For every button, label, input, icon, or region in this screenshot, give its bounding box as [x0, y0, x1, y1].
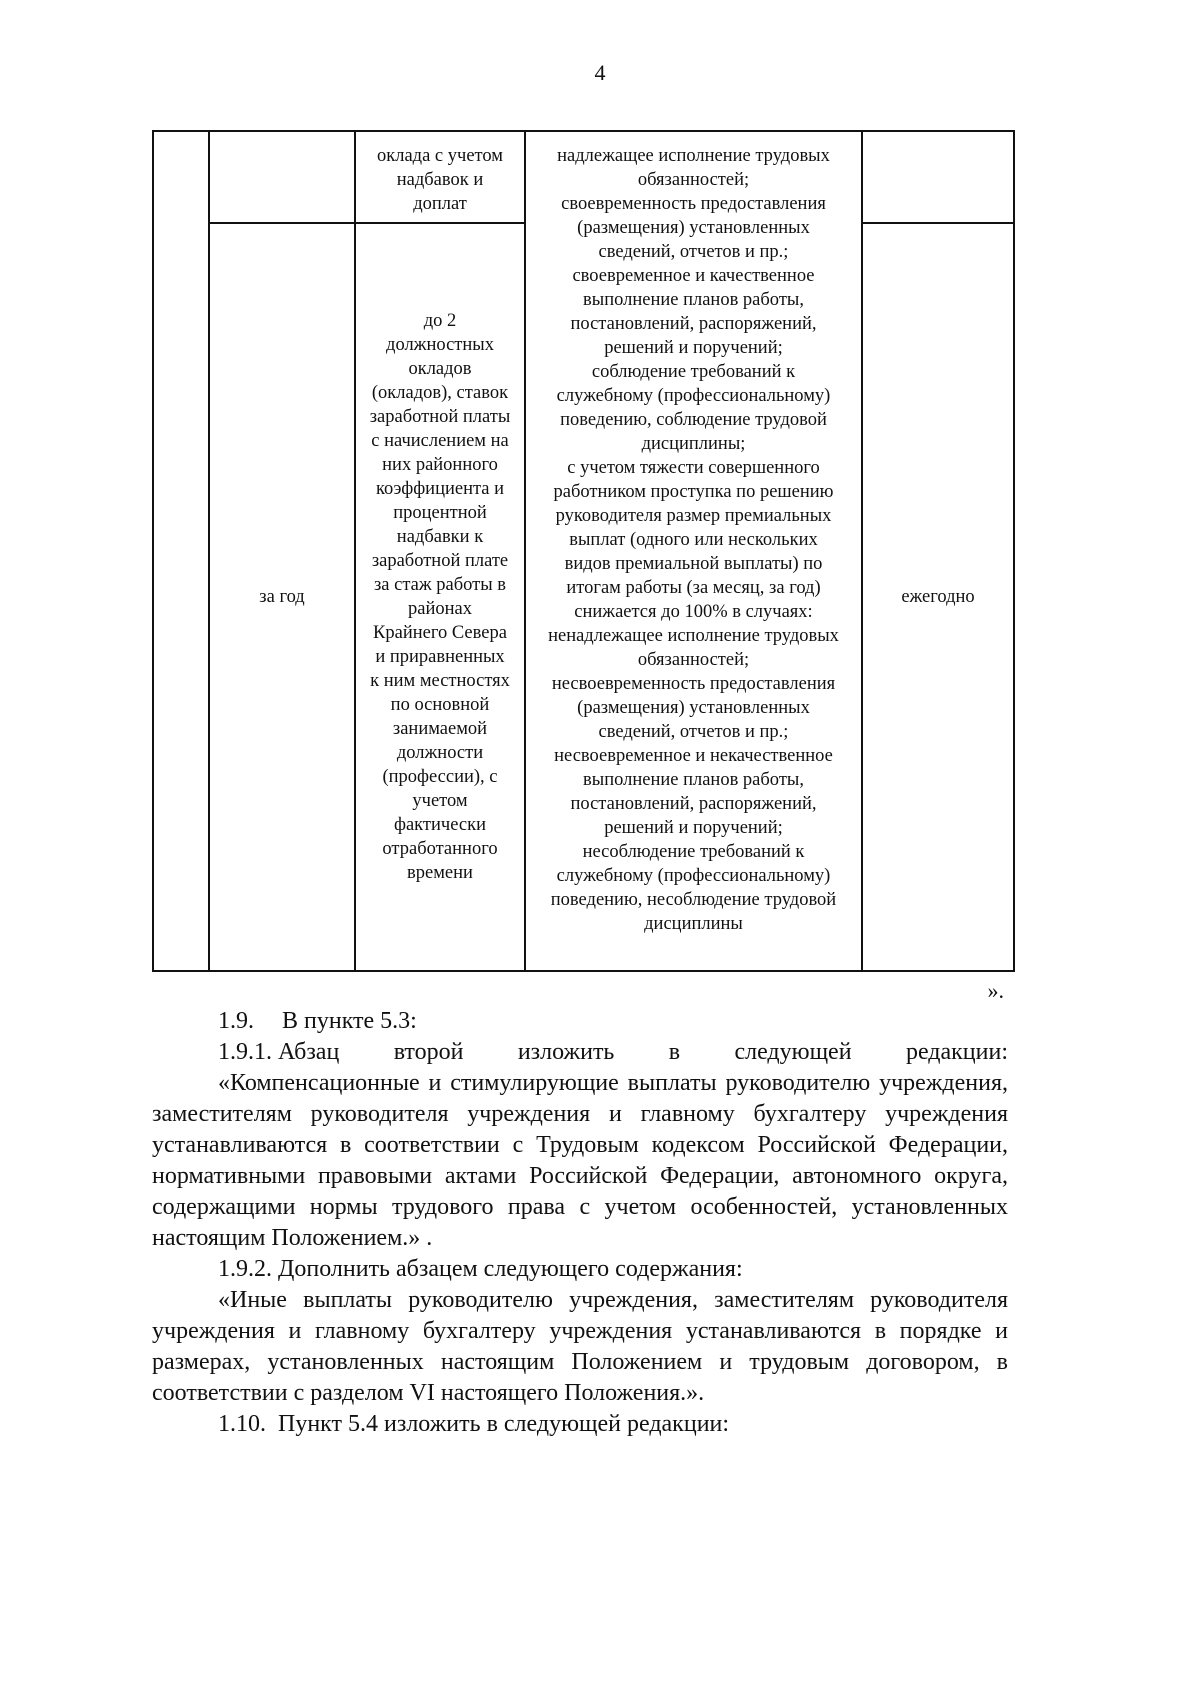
- cell-line: них районного: [382, 455, 498, 475]
- paragraph-word: следующей: [734, 1039, 852, 1065]
- cell-line: фактически: [393, 815, 486, 835]
- cell-line: по основной: [390, 695, 490, 715]
- cell-line: (размещения) установленных: [577, 698, 810, 718]
- cell-line: занимаемой: [392, 719, 488, 739]
- cell-line: обязанностей;: [637, 170, 750, 190]
- paragraph-word: в: [668, 1039, 681, 1065]
- document-body: [152, 1006, 1008, 1440]
- paragraph-word: изложить: [517, 1039, 615, 1065]
- cell-line: поведению, несоблюдение трудовой: [550, 890, 837, 910]
- table-cell-frequency: ежегодно: [862, 223, 1014, 971]
- table-cell-empty: [862, 131, 1014, 223]
- paragraph-quote-compensation: «Компенсационные и стимулирующие выплаты руководителю учреждения, заместителям руководителя учреждения и главному бухгалтеру учреждения устанавливаются в соответствии с Трудовым кодексом Российской Федерации, нормативными правовыми актами Российской Федерации, автономного округа, содержащими нормы трудового права с учетом особенностей, установленных настоящим Положением.» .: [152, 1070, 1008, 1251]
- paragraph-word: второй: [393, 1039, 464, 1065]
- cell-line: (размещения) установленных: [577, 218, 810, 238]
- cell-line: дисциплины;: [641, 434, 746, 454]
- cell-line: решений и поручений;: [604, 338, 783, 358]
- cell-line: времени: [407, 863, 473, 883]
- cell-line: с начислением на: [371, 431, 509, 451]
- cell-line: надбавок и: [396, 170, 484, 190]
- paragraph-text: Пункт 5.4 изложить в следующей редакции:: [278, 1411, 730, 1437]
- cell-line: соблюдение требований к: [591, 362, 796, 382]
- cell-line: работником проступка по решению: [553, 482, 834, 502]
- cell-line: видов премиальной выплаты) по: [564, 554, 823, 574]
- closing-quote: ».: [987, 978, 1004, 1003]
- page-number: 4: [594, 60, 606, 85]
- cell-line: заработной плате: [371, 551, 509, 571]
- table-row: [153, 131, 1014, 223]
- cell-line: должности: [396, 743, 484, 763]
- paragraph-number: 1.10.: [218, 1411, 266, 1437]
- paragraph-1-9: [152, 1006, 1008, 1037]
- cell-line: дисциплины: [644, 914, 743, 934]
- cell-line: несвоевременное и некачественное: [554, 746, 833, 766]
- cell-line: учетом: [412, 791, 468, 811]
- table-cell-empty: [209, 131, 355, 223]
- paragraph-1-9-2: 1.9.2. Дополнить абзацем следующего содержания:: [218, 1256, 743, 1282]
- cell-line: поведению, соблюдение трудовой: [560, 410, 827, 430]
- cell-line: снижается до 100% в случаях:: [574, 602, 813, 622]
- cell-line: служебному (профессиональному): [556, 866, 831, 886]
- payments-table: [152, 130, 1015, 972]
- cell-line: заработной платы: [369, 407, 511, 427]
- cell-line: оклада с учетом: [377, 146, 503, 166]
- table-cell-salary-basis: [355, 131, 525, 223]
- cell-line: обязанностей;: [637, 650, 750, 670]
- cell-line: коэффициента и: [375, 479, 505, 499]
- cell-line: своевременность предоставления: [561, 194, 826, 214]
- paragraph-1-10: [152, 1409, 1008, 1440]
- cell-line: надбавки к: [396, 527, 484, 547]
- cell-line: решений и поручений;: [604, 818, 783, 838]
- cell-line: сведений, отчетов и пр.;: [598, 242, 789, 262]
- cell-line: должностных: [386, 335, 494, 355]
- cell-line: сведений, отчетов и пр.;: [598, 722, 789, 742]
- cell-line: окладов: [408, 359, 472, 379]
- paragraph-word: редакции:: [905, 1039, 1008, 1065]
- cell-line: до 2: [423, 311, 457, 331]
- paragraph-quote-other-payments: «Иные выплаты руководителю учреждения, заместителям руководителя учреждения и главному бухгалтеру учреждения устанавливаются в порядке и размерах, установленных настоящим Положением и трудовым договором, в соответствии с разделом VI настоящего Положения.».: [152, 1287, 1008, 1406]
- cell-line: отработанного: [382, 839, 498, 859]
- table-cell-period: за год: [209, 223, 355, 971]
- cell-line: несвоевременность предоставления: [551, 674, 836, 694]
- cell-line: Крайнего Севера: [373, 623, 507, 643]
- cell-line: за стаж работы в: [373, 575, 507, 595]
- cell-line: районах: [408, 599, 472, 619]
- cell-line: процентной: [393, 503, 487, 523]
- paragraph-1-9-1: [152, 1037, 1008, 1068]
- table-cell-criteria: [525, 131, 862, 971]
- cell-line: своевременное и качественное: [572, 266, 815, 286]
- cell-line: руководителя размер премиальных: [555, 506, 832, 526]
- cell-line: постановлений, распоряжений,: [570, 794, 817, 814]
- cell-line: выполнение планов работы,: [583, 290, 804, 310]
- table-cell-payment-size: [355, 223, 525, 971]
- cell-line: доплат: [413, 194, 467, 214]
- cell-line: постановлений, распоряжений,: [570, 314, 817, 334]
- cell-line: к ним местностях: [370, 671, 510, 691]
- table-cell-empty-left: [153, 131, 209, 971]
- cell-line: с учетом тяжести совершенного: [567, 458, 820, 478]
- cell-line: (профессии), с: [382, 767, 498, 787]
- cell-line: надлежащее исполнение трудовых: [557, 146, 830, 166]
- cell-line: ненадлежащее исполнение трудовых: [548, 626, 839, 646]
- cell-line: итогам работы (за месяц, за год): [566, 578, 821, 598]
- cell-line: выполнение планов работы,: [583, 770, 804, 790]
- cell-line: (окладов), ставок: [371, 383, 509, 403]
- paragraph-word: 1.9.1. Абзац: [218, 1039, 340, 1065]
- cell-line: служебному (профессиональному): [556, 386, 831, 406]
- cell-line: выплат (одного или нескольких: [569, 530, 818, 550]
- cell-line: несоблюдение требований к: [582, 842, 805, 862]
- paragraph-text: В пункте 5.3:: [282, 1008, 417, 1034]
- cell-line: и приравненных: [375, 647, 505, 667]
- paragraph-number: 1.9.: [218, 1008, 254, 1034]
